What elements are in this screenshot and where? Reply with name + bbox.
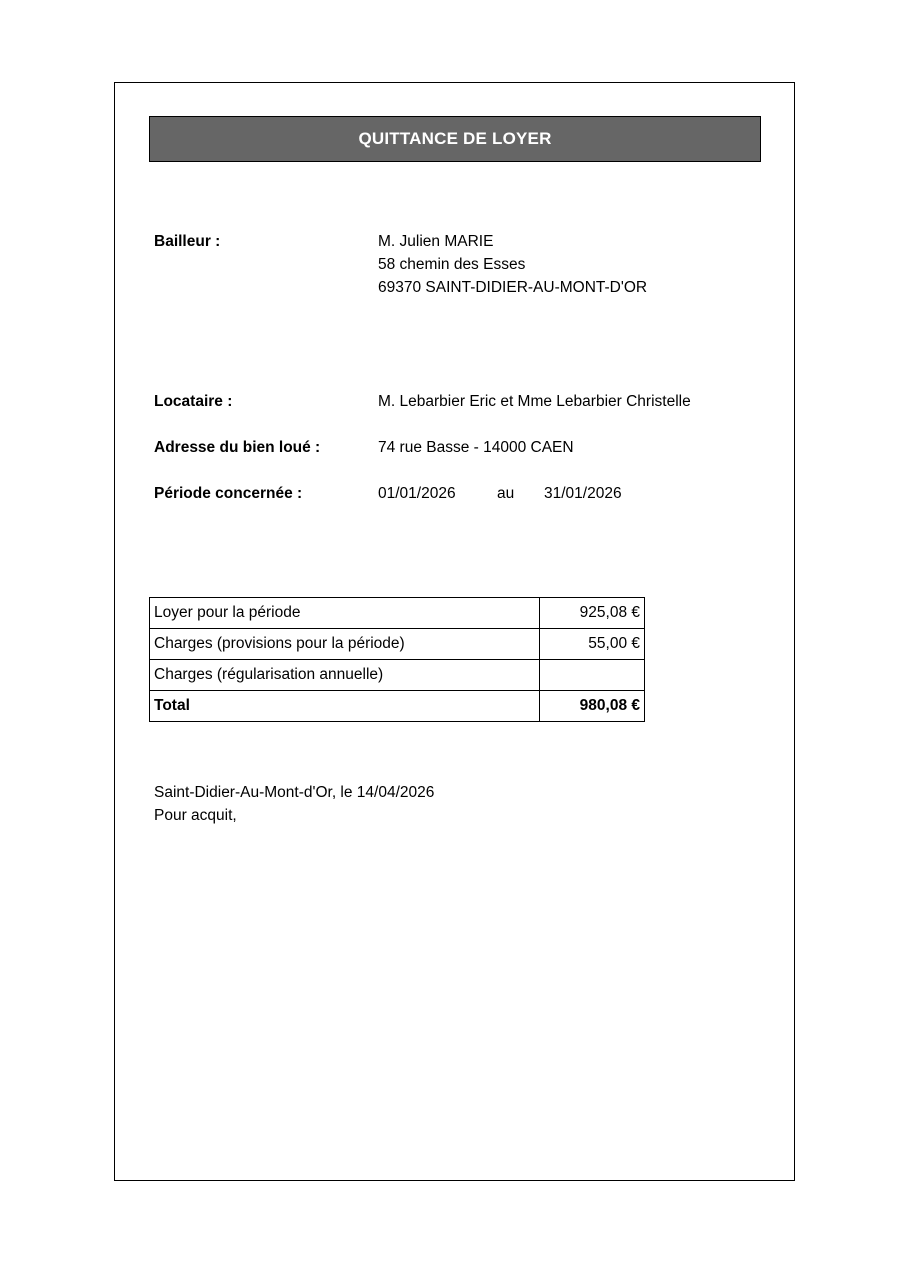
- row-label: Charges (provisions pour la période): [150, 629, 540, 660]
- row-amount: 55,00 €: [540, 629, 645, 660]
- periode-label: Période concernée :: [154, 485, 303, 502]
- table-row: [150, 629, 645, 660]
- adresse-label: Adresse du bien loué :: [154, 439, 321, 456]
- bailleur-label: Bailleur :: [154, 233, 221, 250]
- total-label: Total: [150, 691, 540, 722]
- bailleur-name: M. Julien MARIE: [378, 233, 494, 250]
- amounts-table: [149, 597, 645, 722]
- row-amount: [540, 660, 645, 691]
- total-row: [150, 691, 645, 722]
- total-amount: 980,08 €: [540, 691, 645, 722]
- row-label: Charges (régularisation annuelle): [150, 660, 540, 691]
- bailleur-address-line1: 58 chemin des Esses: [378, 256, 526, 273]
- title-bar: [149, 116, 761, 162]
- table-row: [150, 598, 645, 629]
- adresse-value: 74 rue Basse - 14000 CAEN: [378, 439, 574, 456]
- locataire-label: Locataire :: [154, 393, 233, 410]
- periode-end: 31/01/2026: [544, 485, 622, 502]
- periode-separator: au: [497, 485, 515, 502]
- acquit-text: Pour acquit,: [154, 807, 237, 824]
- table-row: [150, 660, 645, 691]
- row-label: Loyer pour la période: [150, 598, 540, 629]
- row-amount: 925,08 €: [540, 598, 645, 629]
- locataire-value: M. Lebarbier Eric et Mme Lebarbier Christelle: [378, 393, 691, 410]
- document-title: QUITTANCE DE LOYER: [358, 129, 552, 148]
- bailleur-address-line2: 69370 SAINT-DIDIER-AU-MONT-D'OR: [378, 279, 648, 296]
- place-date: Saint-Didier-Au-Mont-d'Or, le 14/04/2026: [154, 784, 435, 801]
- periode-start: 01/01/2026: [378, 485, 456, 502]
